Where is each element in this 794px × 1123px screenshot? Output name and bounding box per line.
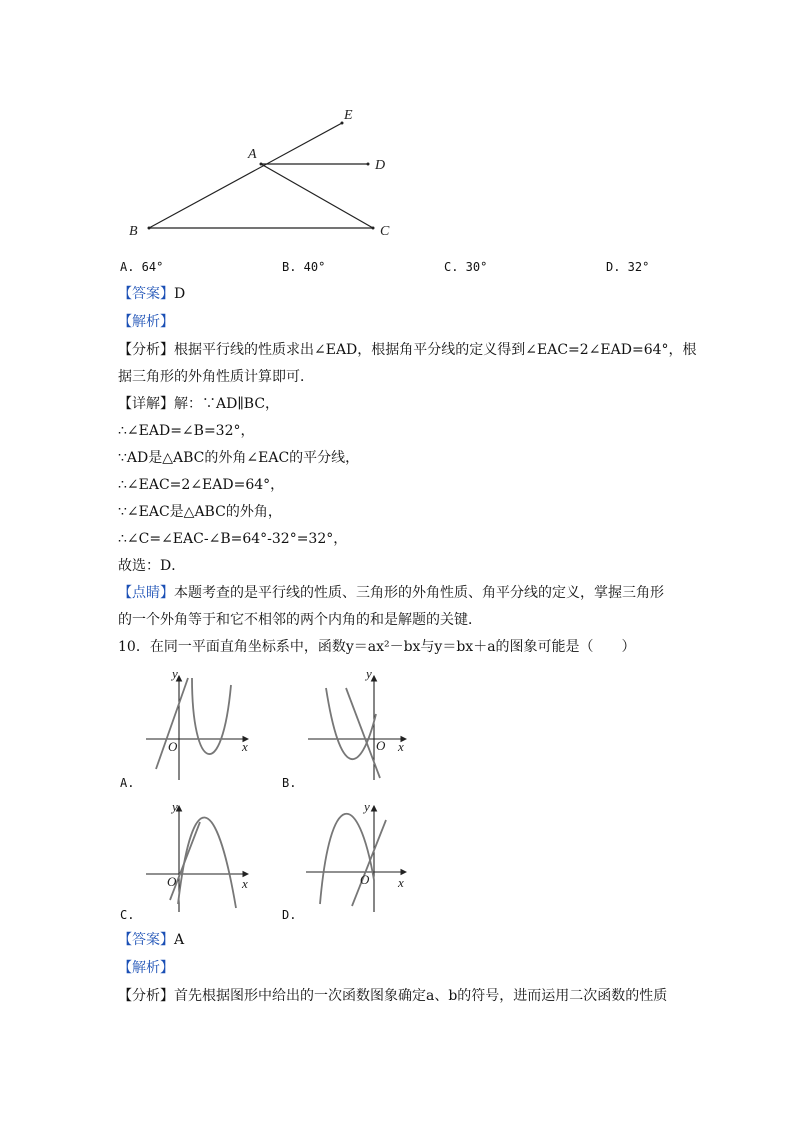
point-label-c: C — [380, 224, 390, 239]
detail-line-3: ∵AD是△ABC的外角∠EAC的平分线， — [118, 450, 360, 466]
comment-line-2: 的一个外角等于和它不相邻的两个内角的和是解题的关键． — [118, 612, 482, 628]
graph-label-b: B. — [282, 776, 297, 790]
q10-analysis-tag: 【分析】 — [118, 988, 174, 1004]
svg-text:y: y — [172, 666, 178, 681]
graph-label-c: C. — [120, 908, 135, 922]
svg-text:O: O — [360, 872, 370, 887]
comment-tag: 【点睛】 — [118, 585, 174, 601]
svg-text:x: x — [398, 739, 404, 754]
analysis-tag: 【分析】 — [118, 342, 174, 358]
triangle-figure — [0, 0, 794, 250]
graph-label-d: D. — [282, 908, 297, 922]
point-label-e: E — [344, 108, 353, 123]
svg-text:y: y — [364, 799, 370, 814]
svg-text:y: y — [172, 799, 178, 814]
graph-option-d — [294, 798, 424, 918]
svg-text:O: O — [167, 874, 177, 889]
detail-line-5: ∵∠EAC是△ABC的外角， — [118, 504, 282, 520]
question-10-stem: 10．在同一平面直角坐标系中，函数y＝ax²－bx与y＝bx＋a的图象可能是（ ） — [118, 639, 636, 655]
line-a-c — [261, 164, 373, 228]
answer-value: D — [174, 286, 186, 302]
q10-answer-line — [118, 930, 184, 950]
option-b: B. 40° — [282, 260, 326, 274]
detail-line-7: 故选：D． — [118, 558, 186, 574]
point-label-a: A — [248, 147, 257, 162]
analysis-line-1: 【分析】根据平行线的性质求出∠EAD，根据角平分线的定义得到∠EAC=2∠EAD=64°，根 — [118, 342, 697, 358]
svg-text:x: x — [242, 739, 248, 754]
graph-label-a: A. — [120, 776, 135, 790]
point-label-b: B — [129, 224, 138, 239]
q10-answer-value: A — [174, 932, 185, 948]
graph-option-c — [130, 798, 260, 918]
svg-text:O: O — [376, 738, 386, 753]
detail-line-2: ∴∠EAD=∠B=32°， — [118, 423, 255, 439]
answer-line — [118, 284, 185, 304]
svg-text:y: y — [366, 666, 372, 681]
detail-line-1: 【详解】解：∵AD∥BC， — [118, 396, 280, 412]
answer-tag: 【答案】 — [118, 286, 174, 302]
graph-option-b — [294, 664, 424, 789]
q10-answer-tag: 【答案】 — [118, 932, 174, 948]
graph-option-a — [130, 664, 260, 789]
svg-text:O: O — [168, 739, 178, 754]
q10-jiexi-tag: 【解析】 — [118, 960, 174, 976]
analysis-line-2: 据三角形的外角性质计算即可． — [118, 369, 314, 385]
detail-tag: 【详解】 — [118, 396, 174, 412]
jiexi-tag: 【解析】 — [118, 314, 174, 330]
comment-line-1: 【点睛】本题考查的是平行线的性质、三角形的外角性质、角平分线的定义，掌握三角形 — [118, 585, 664, 601]
option-c: C. 30° — [444, 260, 488, 274]
detail-line-6: ∴∠C=∠EAC-∠B=64°-32°=32°， — [118, 531, 348, 547]
detail-line-4: ∴∠EAC=2∠EAD=64°， — [118, 477, 285, 493]
svg-text:x: x — [398, 875, 404, 890]
svg-text:x: x — [242, 876, 248, 891]
option-a: A. 64° — [120, 260, 164, 274]
option-d: D. 32° — [606, 260, 650, 274]
line-b-e — [149, 123, 342, 228]
point-label-d: D — [375, 158, 386, 173]
q10-analysis-line-1: 【分析】首先根据图形中给出的一次函数图象确定a、b的符号，进而运用二次函数的性质 — [118, 988, 668, 1004]
